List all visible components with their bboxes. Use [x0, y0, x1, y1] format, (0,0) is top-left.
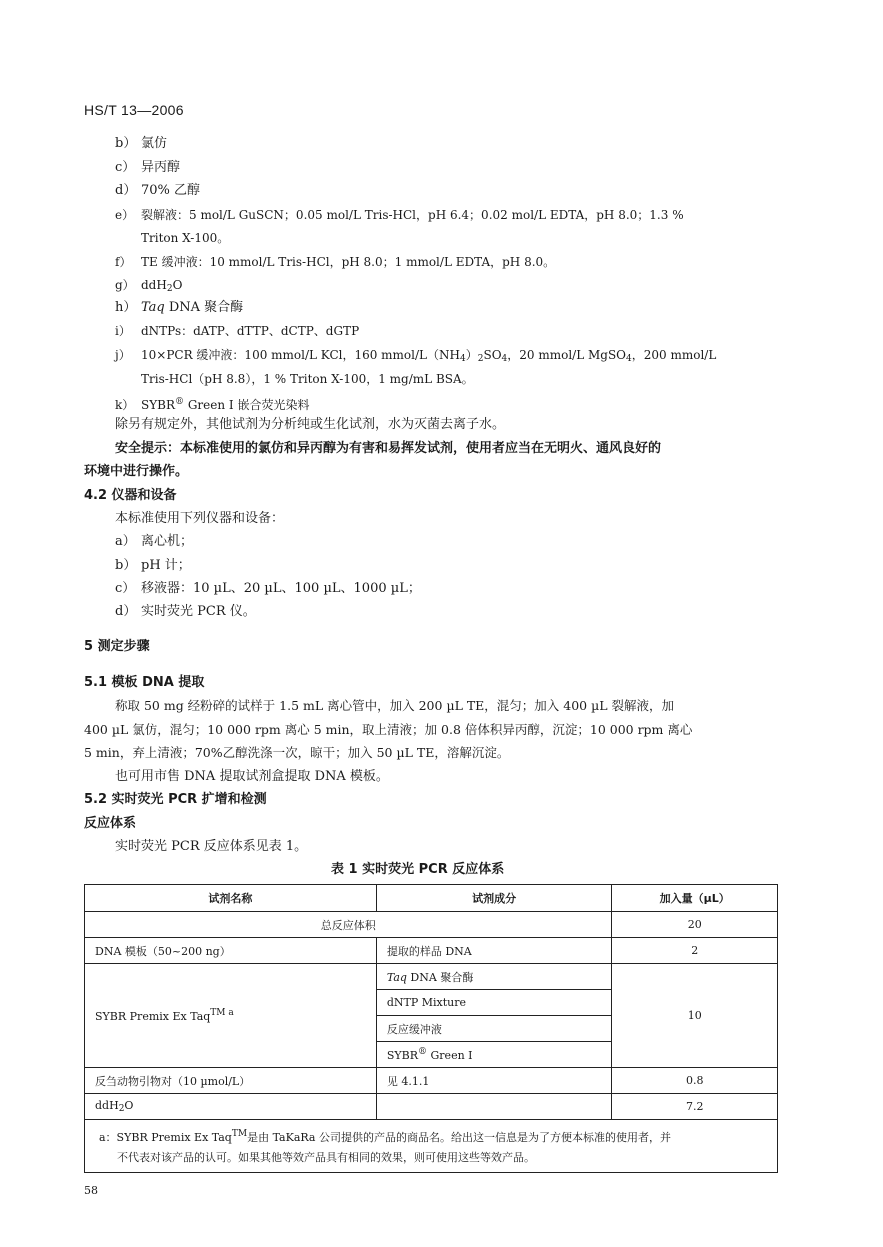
list-marker: c）: [115, 160, 136, 175]
equipment-text: 离心机；: [141, 534, 194, 549]
table-footnote-row: [85, 1120, 778, 1173]
formula-subscript: 2: [477, 354, 484, 364]
reagent-text: 异丙醇: [141, 160, 181, 175]
reagent-name-cell: DNA 模板（50~200 ng）: [85, 938, 377, 964]
footnote-text: 不代表对该产品的认可。如果其他等效产品具有相同的效果，则可使用这些等效产品。: [117, 1151, 535, 1164]
list-marker: h）: [115, 300, 137, 315]
table-row: [85, 1068, 778, 1094]
list-marker: g）: [115, 278, 135, 292]
footnote-text: 是由 TaKaRa 公司提供的产品的商品名。给出这一信息是为了方便本标准的使用者，并: [247, 1131, 671, 1144]
reagent-name-cell: [85, 964, 377, 1068]
equipment-item: [115, 603, 256, 621]
reagent-text: SYBR: [141, 398, 175, 412]
list-marker: a）: [115, 534, 136, 549]
reagent-item-i: [115, 322, 359, 340]
extraction-paragraph-line: 400 µL 氯仿，混匀；10 000 rpm 离心 5 min，取上清液；加 0.8 倍体积异丙醇，沉淀；10 000 rpm 离心: [84, 722, 693, 737]
reagent-text: ，20 mmol/L MgSO: [507, 348, 627, 362]
table-row: [85, 964, 778, 990]
reagent-component-cell: 提取的样品 DNA: [376, 938, 612, 964]
reagent-component-cell: [376, 964, 612, 990]
list-marker: e）: [115, 208, 135, 222]
section-5-2-title: 5.2 实时荧光 PCR 扩增和检测: [84, 792, 267, 807]
formula-subscript: 2: [166, 284, 173, 294]
reagent-text: ，200 mmol/L: [631, 348, 717, 362]
reagent-item-c: [115, 159, 180, 177]
formula-part: O: [124, 1099, 134, 1112]
italic-term: Taq: [386, 970, 407, 984]
amount-cell: 7.2: [612, 1094, 778, 1120]
reaction-system-subtitle: 反应体系: [84, 816, 137, 831]
reagent-component-cell: [376, 1042, 612, 1068]
registered-mark: ®: [175, 397, 184, 407]
trademark-mark: TM: [231, 1129, 248, 1139]
reagent-text: dNTPs：dATP、dTTP、dCTP、dGTP: [141, 324, 360, 338]
italic-term: Taq: [141, 300, 165, 315]
reagent-text: ）: [465, 348, 478, 362]
reagent-item-k: [115, 393, 309, 414]
reagent-item-e: [115, 206, 684, 224]
formula-subscript: 4: [501, 354, 508, 364]
reagent-item-f: [115, 253, 555, 271]
reagent-name-cell: 反刍动物引物对（10 µmol/L）: [85, 1068, 377, 1094]
reagent-text: TE 缓冲液：10 mmol/L Tris-HCl，pH 8.0；1 mmol/L EDTA，pH 8.0。: [141, 255, 556, 269]
table-footnote: [85, 1120, 778, 1173]
footnote-text: a：SYBR Premix Ex Taq: [99, 1131, 232, 1144]
extraction-paragraph-line: 5 min，弃上清液；70%乙醇洗涤一次，晾干；加入 50 µL TE，溶解沉淀。: [84, 745, 510, 760]
reagent-item-j: [115, 346, 716, 368]
list-marker: c）: [115, 581, 136, 596]
total-volume-label: 总反应体积: [85, 912, 612, 938]
reagent-text: SO: [483, 348, 502, 362]
section-4-2-intro: 本标准使用下列仪器和设备：: [115, 511, 285, 526]
table-row: [85, 1094, 778, 1120]
reagent-item-h: [115, 299, 243, 317]
page-number: 58: [84, 1184, 98, 1197]
registered-mark: ®: [418, 1047, 428, 1057]
formula-part: ddH: [141, 278, 167, 292]
section-4-2-title: 4.2 仪器和设备: [84, 488, 177, 503]
amount-cell: 10: [612, 964, 778, 1068]
component-text: Green I: [427, 1049, 473, 1062]
list-marker: b）: [115, 136, 137, 151]
list-marker: b）: [115, 558, 137, 573]
reagent-component-cell: [376, 1094, 612, 1120]
extraction-paragraph-line: 称取 50 mg 经粉碎的试样于 1.5 mL 离心管中，加入 200 µL TE，混匀；加入 400 µL 裂解液，加: [115, 698, 675, 713]
component-text: DNA 聚合酶: [406, 970, 474, 984]
list-marker: j）: [115, 348, 131, 362]
equipment-item: [115, 533, 193, 551]
equipment-item: [115, 580, 421, 598]
section-5-title: 5 测定步骤: [84, 639, 150, 654]
amount-cell: 0.8: [612, 1068, 778, 1094]
table-header-row: [85, 885, 778, 912]
formula-subscript: 4: [626, 354, 632, 364]
table-caption: 表 1 实时荧光 PCR 反应体系: [331, 862, 505, 877]
header-reagent-name: 试剂名称: [85, 885, 377, 912]
formula-part: O: [172, 278, 183, 292]
component-text: SYBR: [386, 1049, 419, 1062]
reagent-component-cell: dNTP Mixture: [376, 990, 612, 1016]
equipment-text: 实时荧光 PCR 仪。: [141, 604, 256, 619]
reagent-name-cell: [85, 1094, 377, 1120]
table-row: [85, 938, 778, 964]
list-marker: k）: [115, 398, 135, 412]
reagent-text: 裂解液：5 mol/L GuSCN；0.05 mol/L Tris-HCl，pH 6.4；0.02 mol/L EDTA，pH 8.0；1.3 %: [141, 208, 684, 222]
reagent-text: 70% 乙醇: [141, 183, 201, 198]
reagent-text: 氯仿: [141, 136, 168, 151]
equipment-text: pH 计；: [141, 558, 191, 573]
amount-cell: 2: [612, 938, 778, 964]
list-marker: f）: [115, 255, 132, 269]
reagent-item-d: [115, 182, 200, 200]
equipment-text: 移液器：10 µL、20 µL、100 µL、1000 µL；: [141, 581, 421, 596]
reagent-item-g: [115, 276, 182, 298]
total-volume-amount: 20: [612, 912, 778, 938]
table-row: [85, 912, 778, 938]
formula-part: ddH: [95, 1099, 119, 1112]
reagent-text: 10×PCR 缓冲液：100 mmol/L KCl，160 mmol/L（NH: [141, 348, 460, 362]
safety-warning-line-2: 环境中进行操作。: [84, 464, 189, 479]
list-marker: d）: [115, 604, 137, 619]
reagent-text: DNA 聚合酶: [164, 300, 244, 315]
reagent-item-e-continued: Triton X-100。: [141, 231, 230, 245]
reaction-system-table: [84, 884, 778, 1173]
product-name: SYBR Premix Ex Taq: [95, 1010, 211, 1023]
reagent-grade-note: 除另有规定外，其他试剂为分析纯或生化试剂，水为灭菌去离子水。: [115, 417, 506, 432]
reagent-item-b: [115, 135, 167, 153]
formula-subscript: 4: [459, 354, 466, 364]
kit-alternative-note: 也可用市售 DNA 提取试剂盒提取 DNA 模板。: [115, 769, 389, 784]
section-5-1-title: 5.1 模板 DNA 提取: [84, 675, 205, 690]
list-marker: i）: [115, 324, 131, 338]
reaction-system-intro: 实时荧光 PCR 反应体系见表 1。: [115, 839, 308, 854]
reagent-component-cell: 反应缓冲液: [376, 1016, 612, 1042]
reagent-component-cell: 见 4.1.1: [376, 1068, 612, 1094]
list-marker: d）: [115, 183, 137, 198]
formula-subscript: 2: [118, 1104, 125, 1114]
safety-warning-line-1: 安全提示：本标准使用的氯仿和异丙醇为有害和易挥发试剂，使用者应当在无明火、通风良好的: [115, 441, 662, 456]
trademark-footnote-mark: TM a: [210, 1008, 234, 1018]
header-reagent-component: 试剂成分: [376, 885, 612, 912]
standard-code-header: HS/T 13—2006: [84, 102, 184, 118]
reagent-item-j-continued: Tris-HCl（pH 8.8），1 % Triton X-100，1 mg/mL BSA。: [141, 372, 474, 386]
reagent-text: Green I 嵌合荧光染料: [184, 398, 310, 412]
header-amount: 加入量（µL）: [612, 885, 778, 912]
equipment-item: [115, 557, 191, 575]
